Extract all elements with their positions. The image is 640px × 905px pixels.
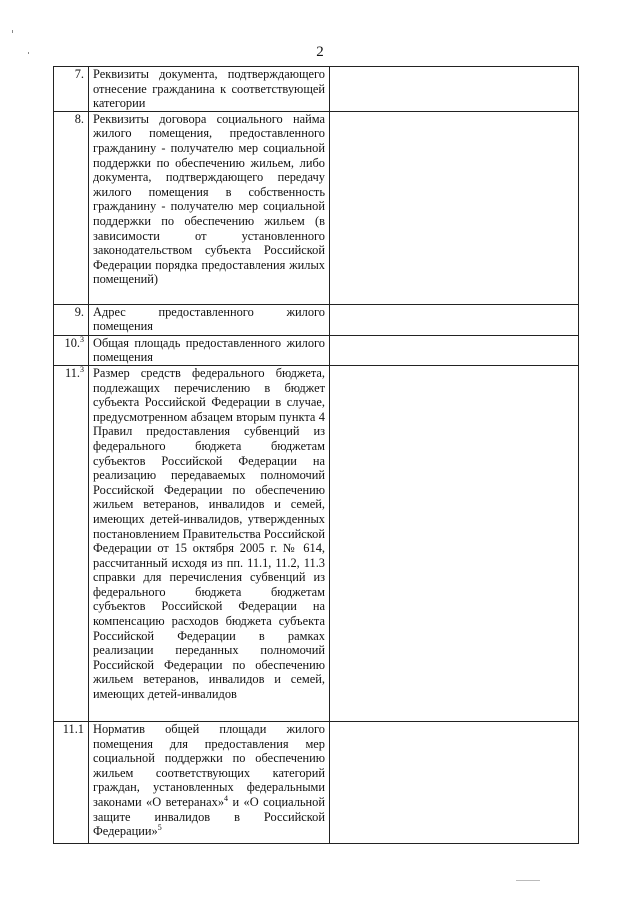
row-description: Реквизиты документа, подтверждающего отнесение гражданина к соответствующей категории — [89, 67, 330, 112]
table-row — [54, 365, 579, 721]
row-value-cell — [330, 721, 579, 843]
row-value-cell — [330, 304, 579, 335]
row-number: 9. — [54, 304, 89, 335]
row-number: 11.$^3$ — [54, 365, 89, 721]
row-description: Реквизиты договора социального найма жилого помещения, предоставленного гражданину - получателю мер социальной поддержки по обеспечению жильем, либо документа, подтверждающего передачу жилого помещения в собственность гражданину - получателю мер социальной поддержки по обеспечению жильем (в зависимости от установленного законодательством субъекта Российской Федерации порядка предоставления жилых помещений) — [89, 111, 330, 304]
row-number: 8. — [54, 111, 89, 304]
footnote-ref: 4 — [224, 793, 229, 803]
table-row — [54, 111, 579, 304]
row-description: Общая площадь предоставленного жилого помещения — [89, 335, 330, 365]
row-description: Норматив общей площади жилого помещения для предоставления мер социальной поддержки по обеспечению жильем соответствующих категорий граждан, установленных федеральными законами «О ветеранах»$^4$ и «О социальной защите инвалидов в Российской Федерации»$^5$ — [89, 721, 330, 843]
row-value-cell — [330, 365, 579, 721]
row-value-cell — [330, 67, 579, 112]
footnote-ref: 5 — [157, 823, 162, 833]
scan-speck — [12, 30, 13, 33]
table-row — [54, 721, 579, 843]
row-number: 10.$^3$ — [54, 335, 89, 365]
scan-speck — [516, 880, 540, 881]
row-number: 11.1 — [54, 721, 89, 843]
page-number: 2 — [316, 44, 324, 60]
row-description: Размер средств федерального бюджета, подлежащих перечислению в бюджет субъекта Российской Федерации в случае, предусмотренном абзацем вторым пункта 4 Правил предоставления субвенций из федерального бюджета бюджетам субъектов Российской Федерации на реализацию передаваемых полномочий Российской Федерации по обеспечению жильем ветеранов, инвалидов и семей, имеющих детей-инвалидов, утвержденных постановлением Правительства Российской Федерации от 15 октября 2005 г. № 614, рассчитанный исходя из пп. 11.1, 11.2, 11.3 справки для перечисления субвенций из федерального бюджета бюджетам субъектов Российской Федерации на компенсацию расходов бюджета субъекта Российской Федерации в рамках реализации переданных полномочий Российской Федерации по обеспечению жильем ветеранов, инвалидов и семей, имеющих детей-инвалидов — [89, 365, 330, 721]
row-value-cell — [330, 335, 579, 365]
row-value-cell — [330, 111, 579, 304]
scan-speck — [28, 52, 29, 54]
table-row — [54, 335, 579, 365]
data-table — [53, 66, 579, 844]
table-row — [54, 67, 579, 112]
row-description: Адрес предоставленного жилого помещения — [89, 304, 330, 335]
row-number: 7. — [54, 67, 89, 112]
table-row — [54, 304, 579, 335]
